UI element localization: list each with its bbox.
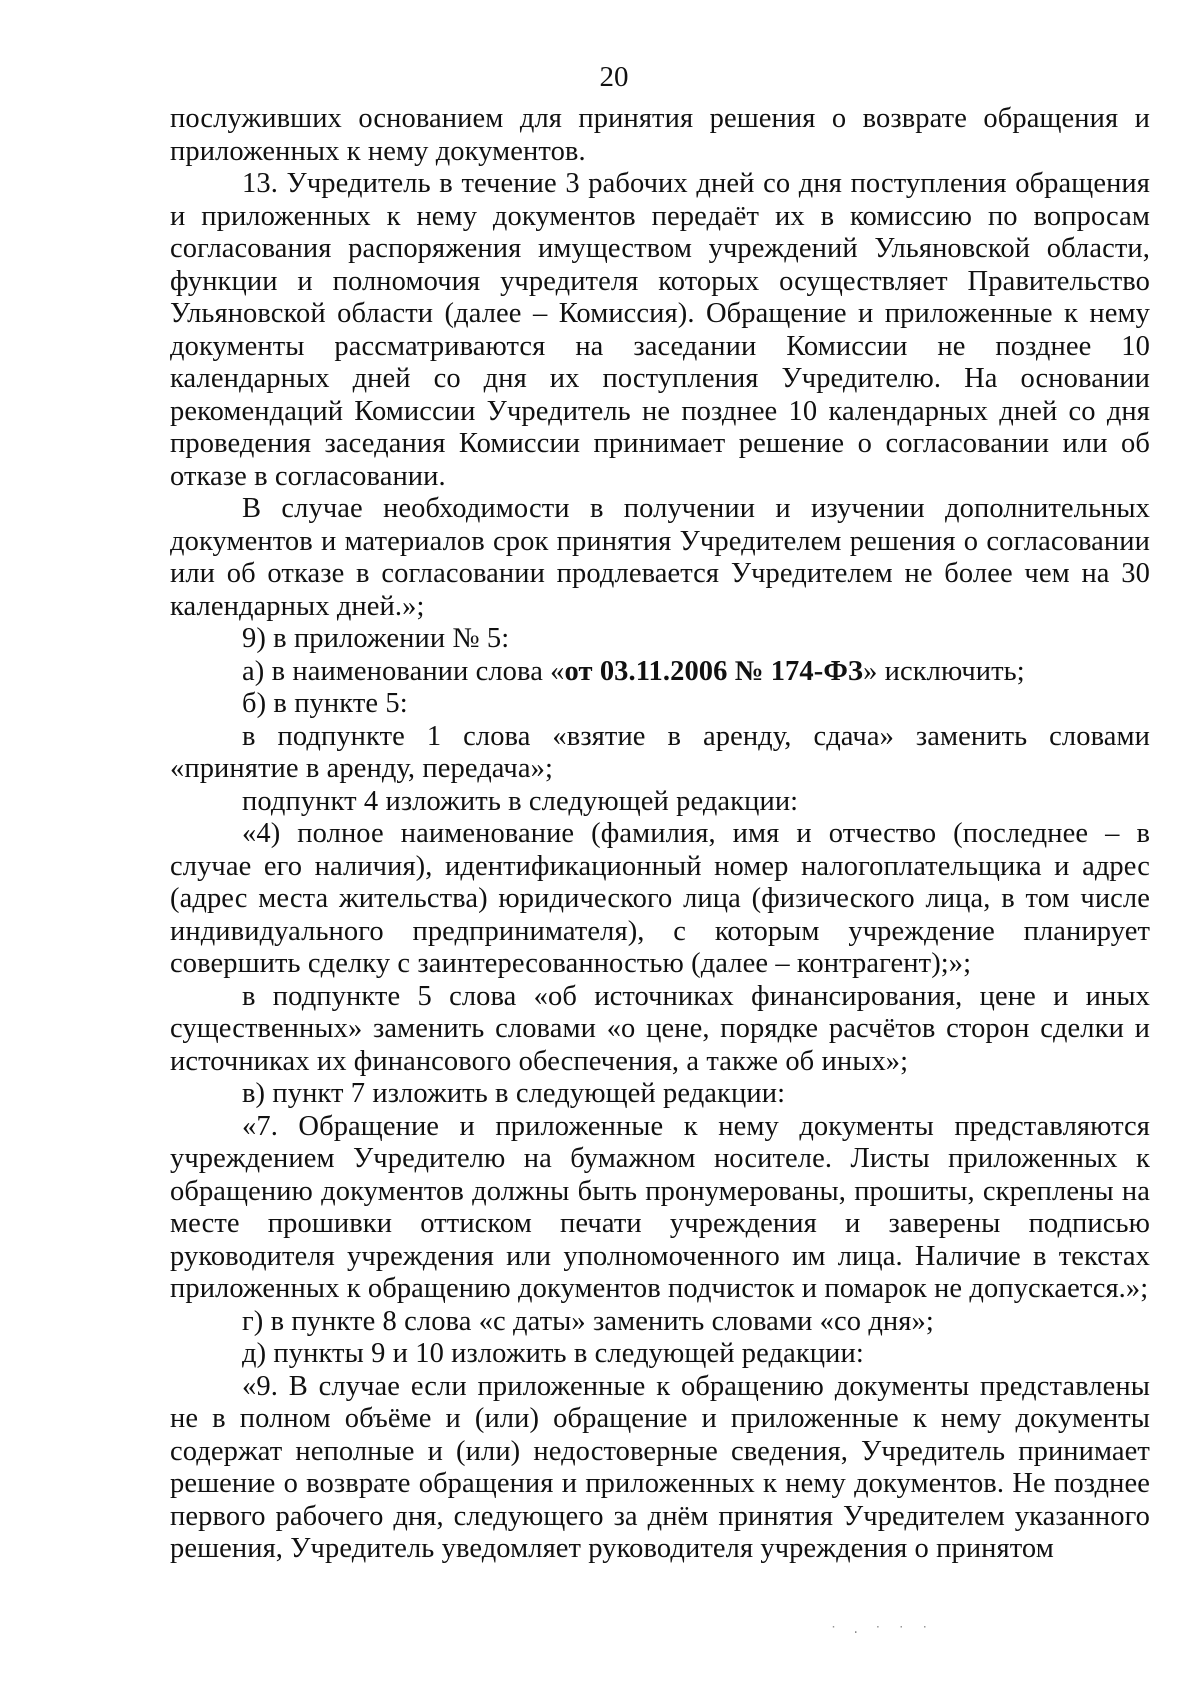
subitem-a-prefix: а) в наименовании слова « (242, 655, 565, 687)
paragraph-subpoint-1: в подпункте 1 слова «взятие в аренду, сдача» заменить словами «принятие в аренду, передача»; (170, 720, 1150, 784)
page-number: 20 (599, 61, 629, 93)
paragraph-subpoint-5: в подпункте 5 слова «об источниках финансирования, цене и иных существенных» заменить словами «о цене, порядке расчётов сторон сделки и источниках их финансового обеспечения, а также об иных»; (170, 980, 1150, 1077)
paragraph-subitem-d: д) пункты 9 и 10 изложить в следующей редакции: (242, 1338, 864, 1369)
subitem-a-suffix: » исключить; (863, 655, 1025, 687)
document-body (170, 103, 1150, 1566)
paragraph-appendix-5: 9) в приложении № 5: (242, 623, 510, 654)
paragraph-subitem-a (170, 656, 1150, 689)
paragraph-point-9-text: «9. В случае если приложенные к обращению документы представлены не в полном объёме и (или) обращение и приложенные к нему документы содержат неполные и (или) недостоверные сведения, Учредитель принимает решение о возврате обращения и приложенных к нему документов. Не позднее первого рабочего дня, следующего за днём принятия Учредителем указанного решения, Учредитель уведомляет руководителя учреждения о принятом (170, 1370, 1150, 1564)
paragraph-subpoint-4-intro: подпункт 4 изложить в следующей редакции: (242, 785, 799, 817)
paragraph-subitem-b: б) в пункте 5: (242, 688, 408, 719)
paragraph-subitem-v: в) пункт 7 изложить в следующей редакции: (242, 1078, 786, 1109)
paragraph-item-13: 13. Учредитель в течение 3 рабочих дней со дня поступления обращения и приложенных к нему документов передаёт их в комиссию по вопросам согласования распоряжения имуществом учреждений Ульяновской области, функции и полномочия учредителя которых осуществляет Правительство Ульяновской области (далее – Комиссия). Обращение и приложенные к нему документы рассматриваются на заседании Комиссии не позднее 10 календарных дней со дня их поступления Учредителю. На основании рекомендаций Комиссии Учредитель не позднее 10 календарных дней со дня проведения заседания Комиссии принимает решение о согласовании или об отказе в согласовании. (170, 168, 1150, 492)
paragraph-extension-note: В случае необходимости в получении и изучении дополнительных документов и материалов срок принятия Учредителем решения о согласовании или об отказе в согласовании продлевается Учредителем не более чем на 30 календарных дней.»; (170, 493, 1150, 622)
paragraph-subitem-g: г) в пункте 8 слова «с даты» заменить словами «со дня»; (242, 1305, 934, 1337)
subitem-a-law-reference: от 03.11.2006 № 174-ФЗ (564, 655, 864, 687)
paragraph-continuation: послуживших основанием для принятия решения о возврате обращения и приложенных к нему документов. (170, 103, 1150, 167)
paragraph-subpoint-4-text: «4) полное наименование (фамилия, имя и отчество (последнее – в случае его наличия), идентификационный номер налогоплательщика и адрес (адрес места жительства) юридического лица (физического лица, в том числе индивидуального предпринимателя), с которым учреждение планирует совершить сделку с заинтересованностью (далее – контрагент);»; (170, 818, 1150, 979)
scan-artifact: ˙ · ˙ ˙ ˙ (830, 1625, 935, 1641)
paragraph-point-7-text: «7. Обращение и приложенные к нему документы представляются учреждением Учредителю на бумажном носителе. Листы приложенных к обращению документов должны быть пронумерованы, прошиты, скреплены на месте прошивки оттиском печати учреждения и заверены подписью руководителя учреждения или уполномоченного им лица. Наличие в текстах приложенных к обращению документов подчисток и помарок не допускается.»; (170, 1110, 1150, 1304)
